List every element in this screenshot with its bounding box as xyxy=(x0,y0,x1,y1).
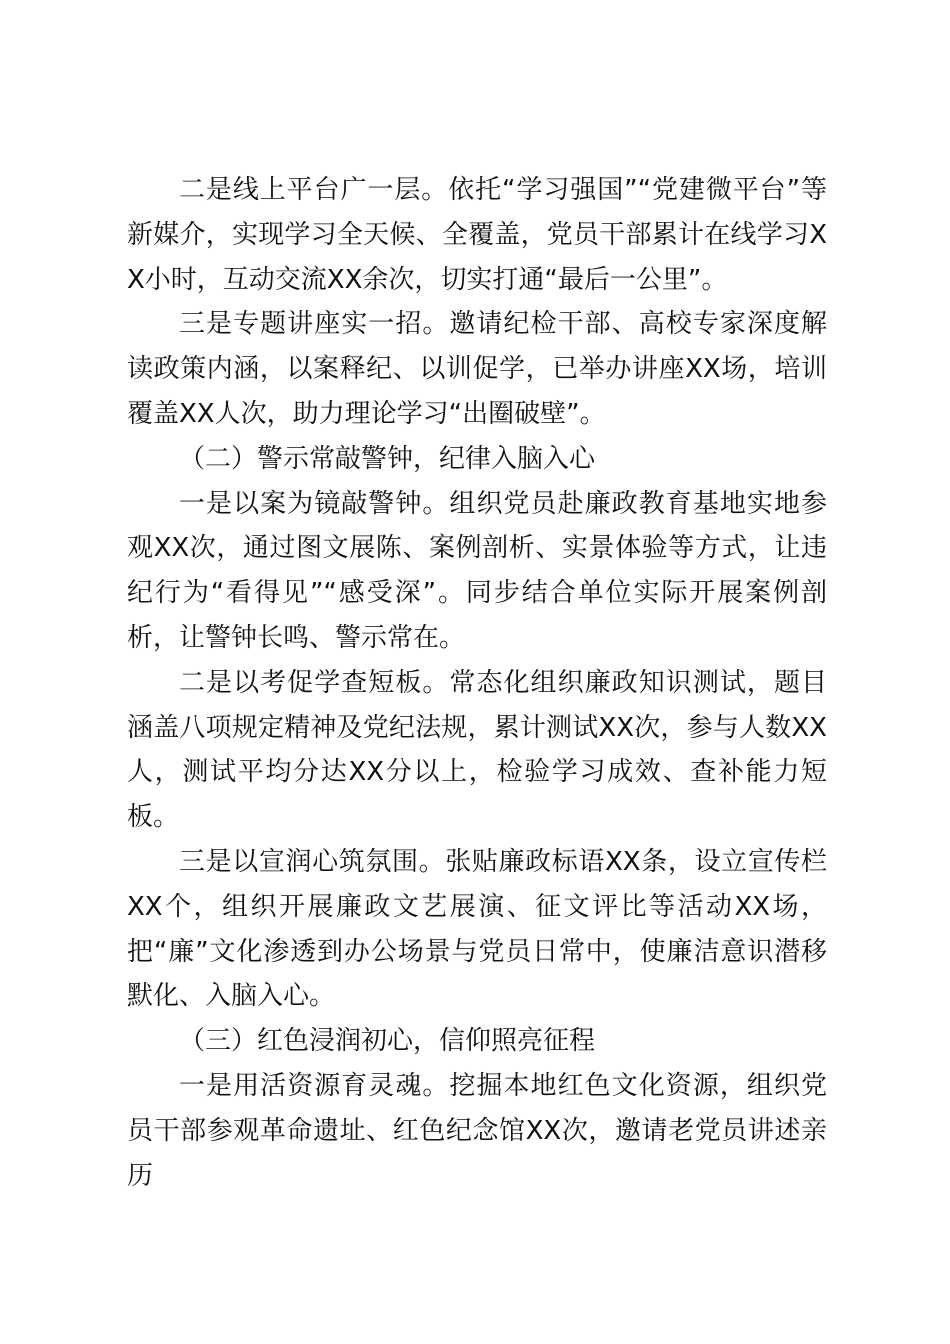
document-body xyxy=(127,168,827,1198)
paragraph-tests: 二是以考促学查短板。常态化组织廉政知识测试，题目涵盖八项规定精神及党纪法规，累计测试XX次，参与人数XX人，测试平均分达XX分以上，检验学习成效、查补能力短板。 xyxy=(127,667,827,833)
paragraph-case-mirror: 一是以案为镜敲警钟。组织党员赴廉政教育基地实地参观XX次，通过图文展陈、案例剖析、实景体验等方式，让违纪行为“看得见”“感受深”。同步结合单位实际开展案例剖析，让警钟长鸣、警示常在。 xyxy=(127,488,827,653)
paragraph-publicity: 三是以宣润心筑氛围。张贴廉政标语XX条，设立宣传栏XX个，组织开展廉政文艺展演、征文评比等活动XX场，把“廉”文化渗透到办公场景与党员日常中，使廉洁意识潜移默化、入脑入心。 xyxy=(127,846,827,1012)
section-heading-warning: （二）警示常敲警钟，纪律入脑入心 xyxy=(179,443,596,474)
paragraph-online-platform: 二是线上平台广一层。依托“学习强国”“党建微平台”等新媒介，实现学习全天候、全覆盖，党员干部累计在线学习XX小时，互动交流XX余次，切实打通“最后一公里”。 xyxy=(127,175,827,295)
section-heading-red-culture: （三）红色浸润初心，信仰照亮征程 xyxy=(179,1026,596,1057)
paragraph-lectures: 三是专题讲座实一招。邀请纪检干部、高校专家深度解读政策内涵，以案释纪、以训促学，已举办讲座XX场，培训覆盖XX人次，助力理论学习“出圈破壁”。 xyxy=(127,309,827,429)
paragraph-red-resources: 一是用活资源育灵魂。挖掘本地红色文化资源，组织党员干部参观革命遗址、红色纪念馆XX次，邀请老党员讲述亲历 xyxy=(127,1070,827,1191)
